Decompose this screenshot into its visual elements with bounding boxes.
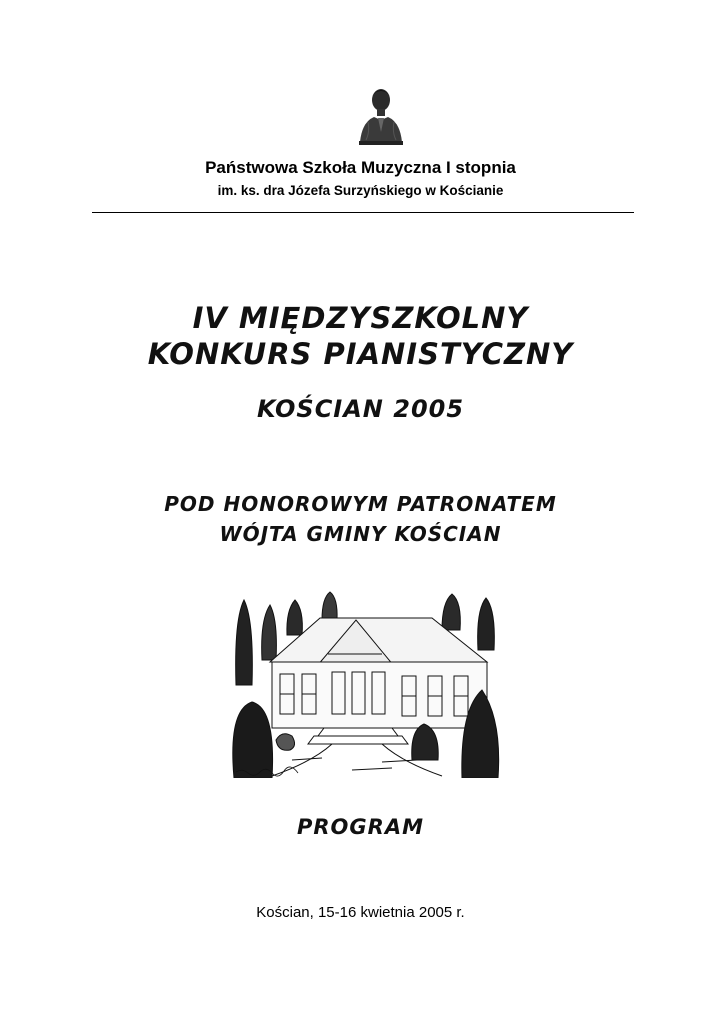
patronage-line-2: WÓJTA GMINY KOŚCIAN <box>219 522 502 546</box>
patronage-line-1: POD HONOROWYM PATRONATEM <box>164 492 557 516</box>
manor-house-drawing-icon <box>232 590 500 778</box>
competition-place-year: KOŚCIAN 2005 <box>256 395 465 423</box>
competition-title-line-1: IV MIĘDZYSZKOLNY <box>192 301 529 335</box>
date-place-line: Kościan, 15-16 kwietnia 2005 r. <box>256 904 465 921</box>
program-label: PROGRAM <box>297 815 424 839</box>
school-patron: im. ks. dra Józefa Surzyńskiego w Kościanie <box>217 183 504 198</box>
bust-portrait-icon <box>356 82 406 146</box>
school-name: Państwowa Szkoła Muzyczna I stopnia <box>205 158 516 177</box>
competition-title-line-2: KONKURS PIANISTYCZNY <box>147 337 574 371</box>
header-divider <box>92 212 634 213</box>
